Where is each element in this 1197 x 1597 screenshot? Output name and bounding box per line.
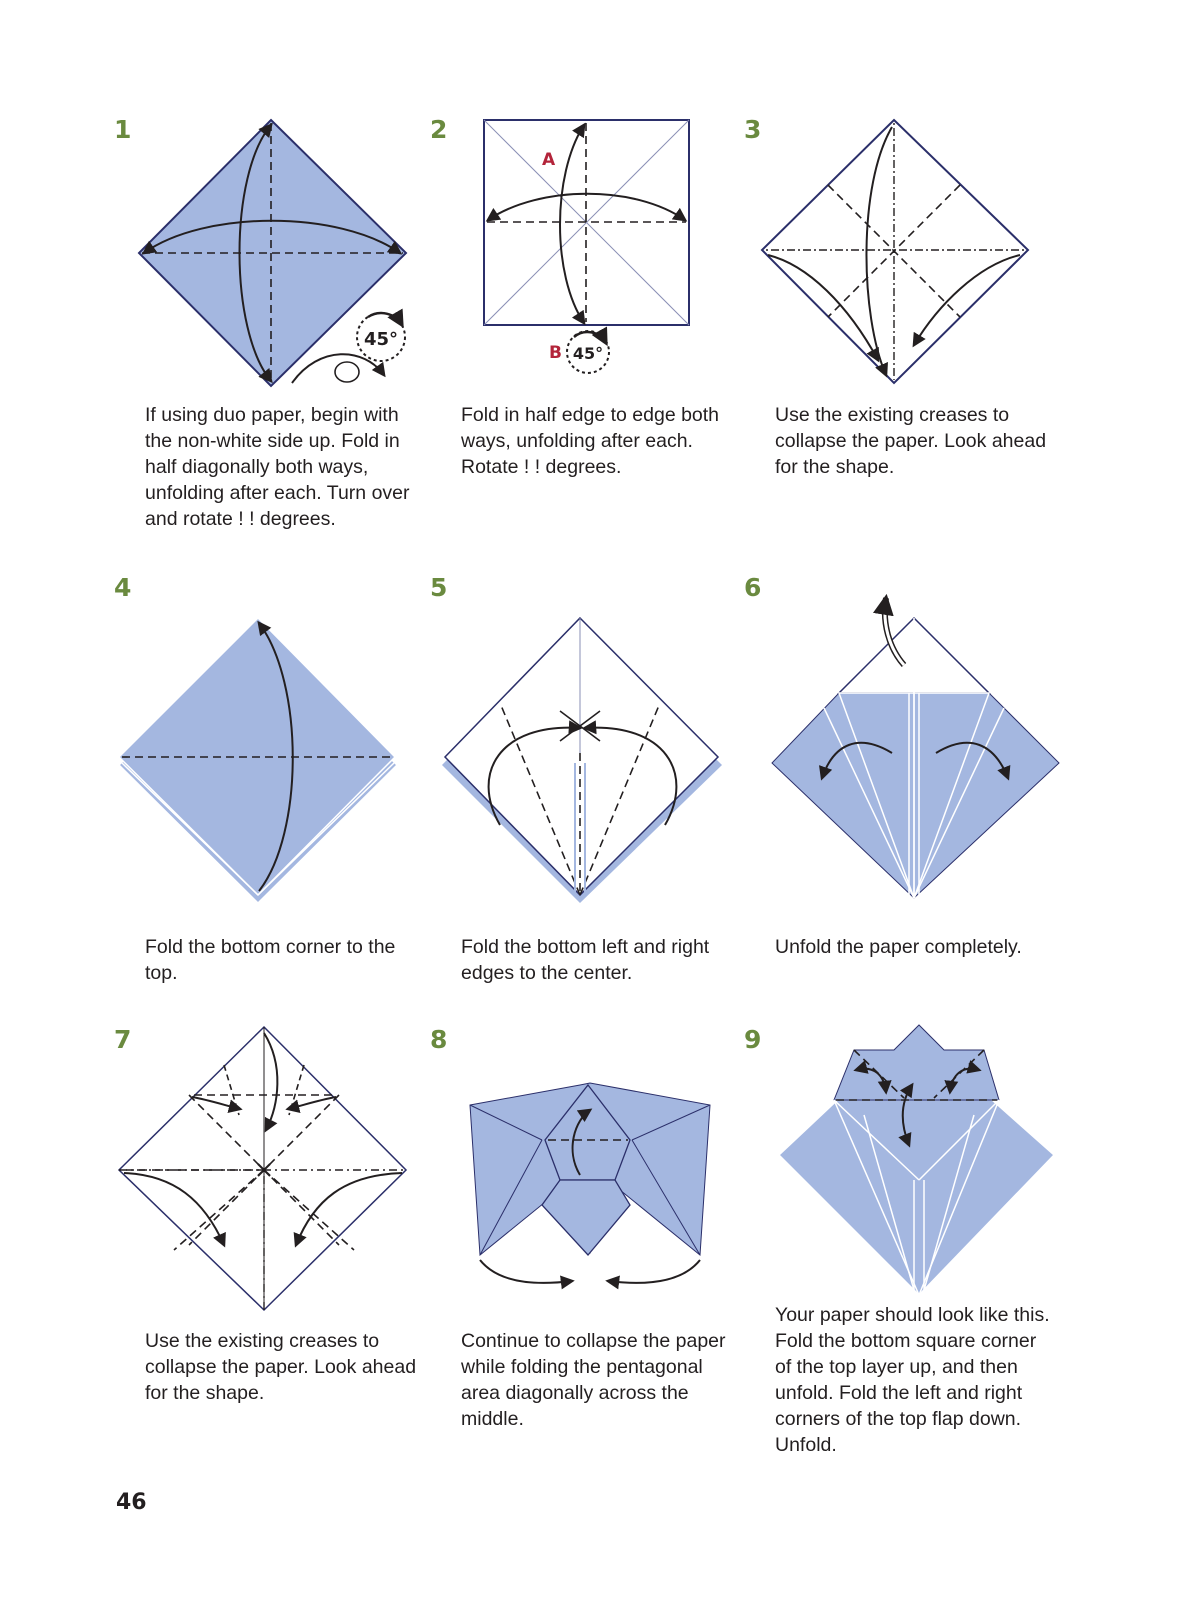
step-number: 8: [430, 1025, 448, 1054]
rotate-label: 45°: [363, 329, 399, 350]
paper-front-layer: [445, 618, 718, 895]
rotate-label: 45°: [572, 344, 604, 363]
step-number: 4: [114, 573, 132, 602]
step-3-diagram: [758, 115, 1048, 395]
step-number: 3: [744, 115, 762, 144]
step-caption: Continue to collapse the paper while folding the pentagonal area diagonally across the middle.: [461, 1330, 726, 1430]
point-label-b: B: [549, 343, 562, 363]
step-6-diagram: [764, 593, 1064, 903]
page-number: 46: [116, 1490, 147, 1515]
step-caption: Use the existing creases to collapse the paper. Look ahead for the shape.: [145, 1330, 417, 1404]
step-number: 1: [114, 115, 132, 144]
step-9-diagram: [774, 1020, 1064, 1300]
step-7-diagram: [114, 1025, 414, 1315]
step-number: 5: [430, 573, 448, 602]
step-caption: Fold the bottom corner to the top.: [145, 936, 396, 984]
rotate-icon: [567, 331, 609, 373]
rotate-icon: [357, 313, 405, 361]
step-caption: Fold the bottom left and right edges to the center.: [461, 936, 710, 984]
paper-body: [779, 1075, 1054, 1295]
step-number: 2: [430, 115, 448, 144]
point-label-a: A: [542, 150, 556, 170]
step-number: 9: [744, 1025, 762, 1054]
step-8-diagram: [460, 1075, 730, 1295]
step-1-diagram: [134, 115, 424, 395]
step-caption: Your paper should look like this. Fold the bottom square corner of the top layer up, and then unfold. Fold the left and right corners of the top flap down. Unfold.: [775, 1304, 1050, 1456]
step-5-diagram: [440, 613, 740, 913]
collapse-arrow-left: [480, 1260, 572, 1283]
step-number: 7: [114, 1025, 132, 1054]
top-flap: [834, 1025, 999, 1100]
paper-body: [772, 693, 1059, 898]
step-2-diagram: [470, 115, 710, 385]
step-caption: If using duo paper, begin with the non-white side up. Fold in half diagonally both ways, unfolding after each. Turn over and rotate ! ! degrees.: [145, 404, 410, 530]
step-number: 6: [744, 573, 762, 602]
step-caption: Unfold the paper completely.: [775, 936, 1022, 958]
step-caption: Use the existing creases to collapse the paper. Look ahead for the shape.: [775, 404, 1047, 478]
step-4-diagram: [114, 613, 414, 913]
step-caption: Fold in half edge to edge both ways, unfolding after each. Rotate ! ! degrees.: [461, 404, 720, 478]
collapse-arrow-right: [608, 1260, 700, 1283]
